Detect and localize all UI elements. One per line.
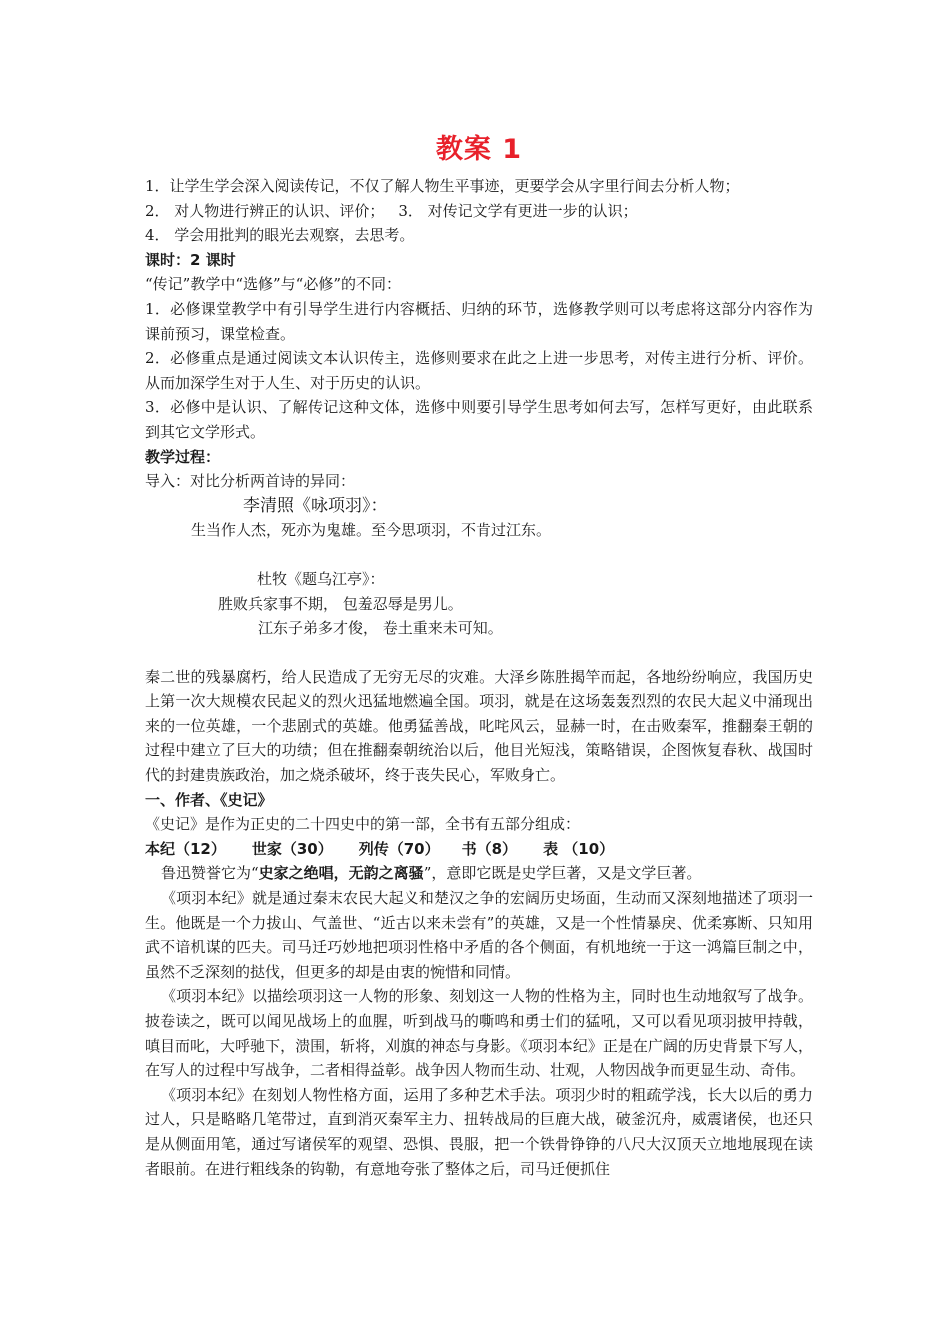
part-liezhuan: 列传（70）: [358, 839, 440, 858]
poem1-title: 李清照《咏项羽》：: [243, 495, 388, 516]
xiangyu-para-3: 《项羽本纪》在刻划人物性格方面，运用了多种艺术手法。项羽少时的粗疏学浅，长大以后的勇力过人，只是略略几笔带过，直到消灭秦军主力、扭转战局的巨鹿大战，破釜沉舟，威震诸侯，也还只是从侧面用笔，通过写诸侯军的观望、恐惧、畏服，把一个铁骨铮铮的八尺大汉顶天立地地展现在读者眼前。在进行粗线条的钩勒，有意地夸张了整体之后，司马迁便抓住: [145, 1085, 813, 1178]
spacer: [145, 543, 813, 567]
class-hours: 课时：2 课时: [145, 250, 236, 269]
goal-3: 3． 对传记文学有更进一步的认识；: [398, 201, 638, 220]
goal-4: 4． 学会用批判的眼光去观察，去思考。: [145, 226, 415, 245]
poem2-line-1: 胜败兵家事不期， 包羞忍辱是男儿。: [218, 594, 463, 613]
spacer: [145, 641, 813, 665]
part-benji: 本纪（12）: [145, 839, 226, 858]
diff-3: 3．必修中是认识、了解传记这种文体，选修中则要引导学生思考如何去写，怎样写更好，由此联系到其它文学形式。: [145, 398, 813, 441]
shiji-parts: [145, 837, 813, 862]
goal-2: 2． 对人物进行辨正的认识、评价；: [145, 201, 385, 220]
diff-intro: “传记”教学中“选修”与“必修”的不同：: [145, 275, 402, 294]
poem2-line-2: 江东子弟多才俊， 卷土重来未可知。: [258, 619, 503, 638]
goal-2-3: [145, 199, 813, 224]
part-shijia: 世家（30）: [251, 839, 333, 858]
xiangyu-para-1: 《项羽本纪》就是通过秦末农民大起义和楚汉之争的宏阔历史场面，生动而又深刻地描述了项羽一生。他既是一个力拔山、气盖世、“近古以来未尝有”的英雄，又是一个性情暴戾、优柔寡断、只知用武不谙机谋的匹夫。司马迁巧妙地把项羽性格中矛盾的各个侧面，有机地统一于这一鸿篇巨制之中，虽然不乏深刻的挞伐，但更多的却是由衷的惋惜和同情。: [145, 889, 813, 981]
background-paragraph: 秦二世的残暴腐朽，给人民造成了无穷无尽的灾难。大泽乡陈胜揭竿而起，各地纷纷响应，我国历史上第一次大规模农民起义的烈火迅猛地燃遍全国。项羽，就是在这场轰轰烈烈的农民大起义中涌现出来的一位英雄，一个悲剧式的英雄。他勇猛善战，叱咤风云，显赫一时，在击败秦军，推翻秦王朝的过程中建立了巨大的功绩；但在推翻秦朝统治以后，他目光短浅，策略错误，企图恢复春秋、战国时代的封建贵族政治，加之烧杀破坏，终于丧失民心，军败身亡。: [145, 667, 813, 785]
process-heading: 教学过程：: [145, 447, 221, 466]
diff-1: 1．必修课堂教学中有引导学生进行内容概括、归纳的环节，选修教学则可以考虑将这部分内容作为课前预习，课堂检查。: [145, 299, 813, 343]
document-page: [145, 128, 813, 1181]
diff-2: 2．必修重点是通过阅读文本认识传主，选修则要求在此之上进一步思考，对传主进行分析、评价。从而加深学生对于人生、对于历史的认识。: [145, 349, 813, 392]
shiji-intro: 《史记》是作为正史的二十四史中的第一部，全书有五部分组成：: [145, 815, 581, 834]
praise-pre: 鲁迅赞誉它为“: [161, 864, 259, 883]
goal-1: 1．让学生学会深入阅读传记，不仅了解人物生平事迹，更要学会从字里行间去分析人物；: [145, 177, 740, 195]
xiangyu-para-2: 《项羽本纪》以描绘项羽这一人物的形象、刻划这一人物的性格为主，同时也生动地叙写了战争。披卷读之，既可以闻见战场上的血腥，听到战马的嘶鸣和勇士们的猛吼，又可以看见项羽披甲持戟，嗔目而叱，大呼驰下，溃围，斩将，刈旗的神态与身影。《项羽本纪》正是在广阔的历史背景下写人，在写人的过程中写战争，二者相得益彰。战争因人物而生动、壮观，人物因战争而更显生动、奇伟。: [145, 987, 813, 1080]
part-biao: 表 （10）: [543, 839, 615, 858]
section1-heading: 一、作者、《史记》: [145, 790, 273, 809]
poem2-title: 杜牧《题乌江亭》：: [257, 569, 385, 588]
praise-post: ”，意即它既是史学巨著，又是文学巨著。: [423, 864, 702, 883]
part-shu: 书（8）: [461, 839, 518, 858]
document-title: 教案 1: [435, 134, 523, 165]
praise-quote: 史家之绝唱，无韵之离骚: [258, 864, 424, 883]
lu-xun-praise: [145, 861, 813, 886]
poem1-line: 生当作人杰，死亦为鬼雄。至今思项羽，不肯过江东。: [191, 521, 552, 540]
lead-in: 导入：对比分析两首诗的异同：: [145, 472, 356, 491]
